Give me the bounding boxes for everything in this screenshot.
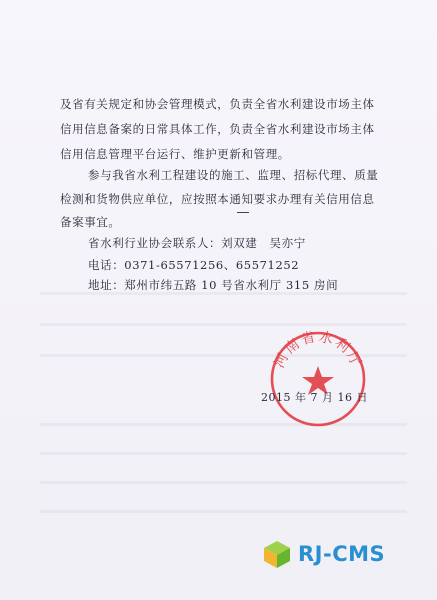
body-text-line: 信用信息备案的日常具体工作，负责全省水利建设市场主体 (60, 122, 375, 136)
contact-address: 地址：郑州市纬五路 10 号省水利厅 315 房间 (88, 278, 339, 292)
bleed-through-line (40, 481, 407, 484)
svg-text:河南省水利厅: 河南省水利厅 (271, 328, 365, 371)
document-date: 2015 年 7 月 16 日 (261, 391, 368, 404)
official-seal (267, 328, 369, 430)
body-text-line: 信用信息管理平台运行、维护更新和管理。 (60, 147, 290, 161)
watermark-logo (262, 538, 385, 570)
underline-mark (237, 212, 249, 213)
body-text-line: 参与我省水利工程建设的施工、监理、招标代理、质量 (88, 168, 379, 182)
watermark-text: RJ-CMS (298, 542, 386, 566)
contact-phone: 电话：0371-65571256、65571252 (88, 258, 300, 272)
contact-people: 省水利行业协会联系人：刘双建 吴亦宁 (88, 236, 306, 250)
body-text-line: 及省有关规定和协会管理模式，负责全省水利建设市场主体 (60, 97, 375, 111)
body-text-line: 备案事宜。 (60, 215, 121, 229)
bleed-through-line (40, 323, 407, 326)
bleed-through-line (40, 452, 407, 455)
bleed-through-line (40, 510, 407, 513)
cube-icon (262, 539, 292, 569)
body-text-line: 检测和货物供应单位，应按照本通知要求办理有关信用信息 (60, 192, 375, 206)
